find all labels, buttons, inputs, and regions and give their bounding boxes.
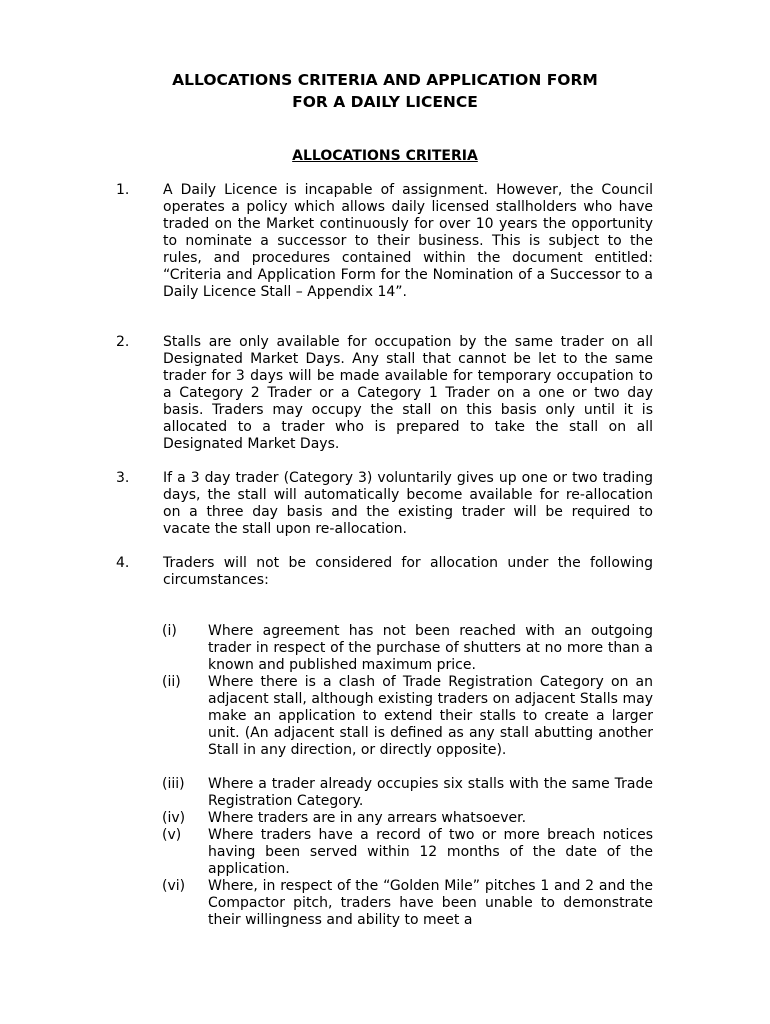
item-number: 2. — [116, 334, 130, 350]
sub-item-number: (ii) — [162, 674, 181, 690]
item-text: If a 3 day trader (Category 3) voluntarily gives up one or two trading days, the stall will automatically become available for re-allocation on a three day basis and the existing trader will be required to vacate the stall upon re-allocation. — [163, 470, 653, 537]
sub-item-text: Where there is a clash of Trade Registration Category on an adjacent stall, although existing traders on adjacent Stalls may make an application to extend their stalls to create a larger unit. (An adjacent stall is defined as any stall abutting another Stall in any direction, or directly opposite). — [208, 674, 653, 758]
item-text: Stalls are only available for occupation by the same trader on all Designated Market Days. Any stall that cannot be let to the same trader for 3 days will be made available for temporary occupation to a Category 2 Trader or a Category 1 Trader on a one or two day basis. Traders may occupy the stall on this basis only until it is allocated to a trader who is prepared to take the stall on all Designated Market Days. — [163, 334, 653, 452]
sub-item-text: Where agreement has not been reached with an outgoing trader in respect of the purchase of shutters at no more than a known and published maximum price. — [208, 623, 653, 673]
sub-item-text: Where, in respect of the “Golden Mile” pitches 1 and 2 and the Compactor pitch, traders have been unable to demonstrate their willingness and ability to meet a — [208, 878, 653, 928]
item-number: 3. — [116, 470, 130, 486]
sub-item-number: (vi) — [162, 878, 186, 894]
sub-item-text: Where a trader already occupies six stalls with the same Trade Registration Category. — [208, 776, 653, 809]
section-heading-allocations-criteria: ALLOCATIONS CRITERIA — [292, 148, 478, 164]
sub-item-text: Where traders have a record of two or more breach notices having been served within 12 months of the date of the application. — [208, 827, 653, 877]
document-title-line-1: ALLOCATIONS CRITERIA AND APPLICATION FORM — [172, 71, 598, 89]
sub-item-number: (iii) — [162, 776, 185, 792]
sub-item-number: (i) — [162, 623, 177, 639]
item-number: 1. — [116, 182, 130, 198]
sub-item-number: (v) — [162, 827, 182, 843]
item-number: 4. — [116, 555, 130, 571]
sub-item-text: Where traders are in any arrears whatsoever. — [208, 810, 527, 826]
item-text: A Daily Licence is incapable of assignment. However, the Council operates a policy which allows daily licensed stallholders who have traded on the Market continuously for over 10 years the opportunity to nominate a successor to their business. This is subject to the rules, and procedures contained within the document entitled: “Criteria and Application Form for the Nomination of a Successor to a Daily Licence Stall – Appendix 14”. — [163, 182, 653, 300]
document-title-line-2: FOR A DAILY LICENCE — [292, 93, 478, 111]
sub-item-number: (iv) — [162, 810, 186, 826]
item-text: Traders will not be considered for allocation under the following circumstances: — [163, 555, 653, 588]
